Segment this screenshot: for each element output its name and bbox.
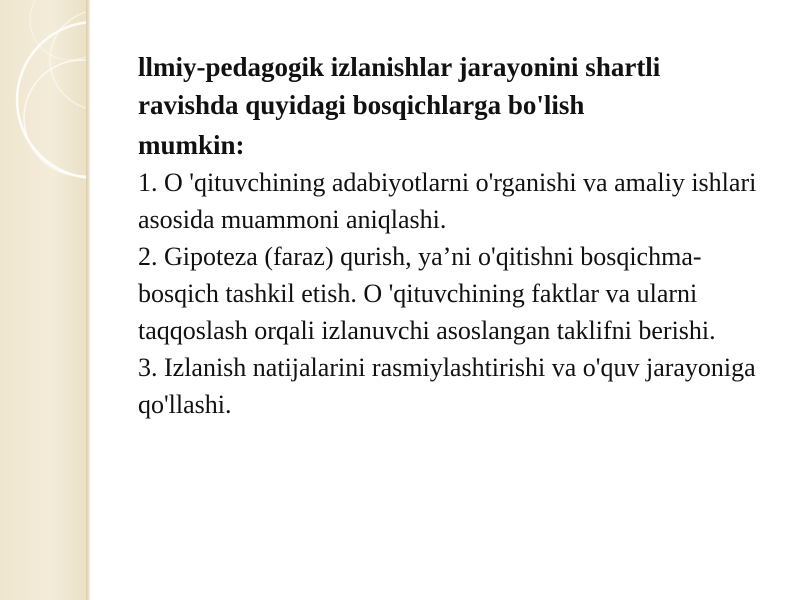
list-item-3: 3. Izlanish natijalarini rasmiylashtirishi va o'quv jarayoniga qo'llashi. — [138, 353, 756, 419]
slide-heading — [138, 48, 768, 164]
list-item-2: 2. Gipoteza (faraz) qurish, ya’ni o'qitishni bosqichma-bosqich tashkil etish. O 'qituvchining faktlar va ularni taqqoslash orqali izlanuvchi asoslangan taklifni berishi. — [138, 242, 716, 345]
slide-content — [138, 48, 768, 423]
heading-line-3: mumkin: — [138, 130, 245, 160]
heading-line-1: llmiy-pedagogik izlanishlar jarayonini shartli — [138, 52, 661, 82]
side-panel-edge — [86, 0, 90, 600]
slide-body — [138, 164, 768, 423]
decorative-circles-icon — [0, 0, 86, 600]
list-item-1: 1. O 'qituvchining adabiyotlarni o'rganishi va amaliy ishlari asosida muammoni aniqlashi. — [138, 168, 757, 234]
heading-line-2: ravishda quyidagi bosqichlarga bo'lish — [138, 90, 585, 120]
decorative-side-panel — [0, 0, 86, 600]
